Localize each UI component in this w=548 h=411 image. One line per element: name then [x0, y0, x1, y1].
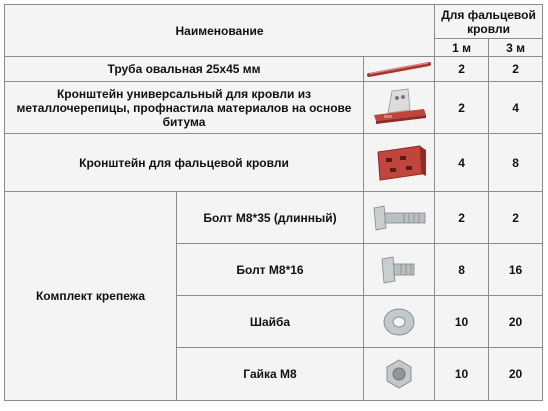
seam-bracket-icon	[368, 138, 430, 188]
item-image	[364, 134, 435, 192]
item-name: Шайба	[177, 296, 364, 348]
table-row	[5, 57, 543, 82]
qty-1m: 10	[435, 296, 489, 348]
header-length-1m: 1 м	[435, 39, 489, 57]
header-roof: Для фальцевой кровли	[435, 5, 543, 39]
oval-pipe-icon	[366, 58, 432, 80]
header-length-3m: 3 м	[489, 39, 543, 57]
item-image	[364, 348, 435, 401]
table-row	[5, 82, 543, 134]
qty-1m: 4	[435, 134, 489, 192]
qty-1m: 2	[435, 57, 489, 82]
item-image	[364, 82, 435, 134]
table-row	[5, 192, 543, 244]
kit-label: Комплект крепежа	[5, 192, 177, 401]
item-image	[364, 192, 435, 244]
qty-1m: 8	[435, 244, 489, 296]
qty-3m: 16	[489, 244, 543, 296]
qty-3m: 2	[489, 57, 543, 82]
nut-icon	[379, 354, 419, 394]
qty-3m: 2	[489, 192, 543, 244]
washer-icon	[379, 302, 419, 342]
table-row	[5, 134, 543, 192]
header-row	[5, 5, 543, 39]
item-image	[364, 244, 435, 296]
item-name: Болт М8*16	[177, 244, 364, 296]
qty-1m: 2	[435, 192, 489, 244]
qty-3m: 8	[489, 134, 543, 192]
item-name: Кронштейн универсальный для кровли из металлочерепицы, профнастила материалов на основе битума	[5, 82, 364, 134]
fasteners-table	[4, 4, 543, 401]
qty-1m: 10	[435, 348, 489, 401]
short-bolt-icon	[374, 250, 424, 290]
qty-3m: 4	[489, 82, 543, 134]
qty-1m: 2	[435, 82, 489, 134]
qty-3m: 20	[489, 348, 543, 401]
item-name: Труба овальная 25х45 мм	[5, 57, 364, 82]
item-name: Кронштейн для фальцевой кровли	[5, 134, 364, 192]
item-name: Болт М8*35 (длинный)	[177, 192, 364, 244]
long-bolt-icon	[368, 198, 430, 238]
qty-3m: 20	[489, 296, 543, 348]
universal-bracket-icon	[368, 85, 430, 131]
item-image	[364, 57, 435, 82]
header-name: Наименование	[5, 5, 435, 57]
item-image	[364, 296, 435, 348]
item-name: Гайка М8	[177, 348, 364, 401]
